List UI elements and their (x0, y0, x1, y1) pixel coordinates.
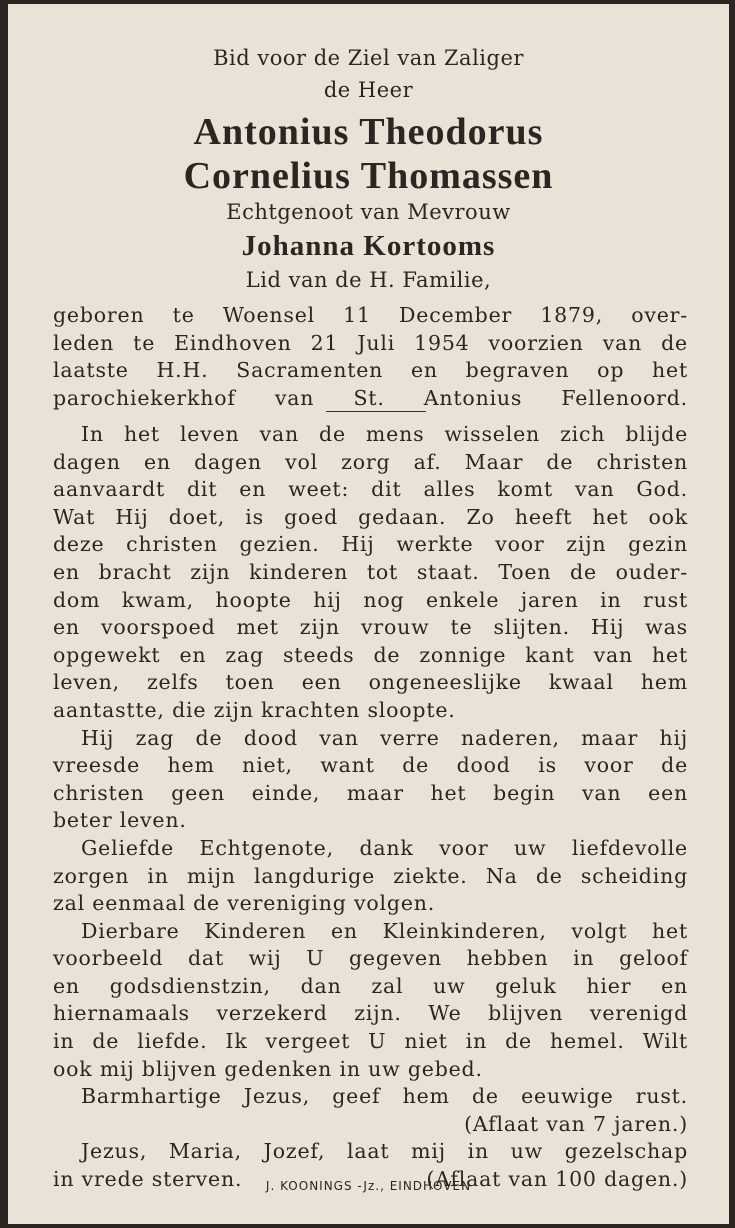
text-line: Dierbare Kinderen en Kleinkinderen, volgt het (81, 918, 688, 943)
bio-line: parochiekerkhof van St. Antonius Fellenoord. (53, 385, 688, 410)
text-line: dom kwam, hoopte hij nog enkele jaren in rust (53, 587, 688, 612)
text-line: In het leven van de mens wisselen zich blijde (81, 422, 688, 446)
text-line: dagen en dagen vol zorg af. Maar de christen (53, 449, 688, 474)
text-line: Hij zag de dood van verre naderen, maar hij (81, 725, 688, 750)
biography (53, 302, 688, 412)
text-line: en voorspoed met zijn vrouw te slijten. Hij was (53, 615, 688, 640)
prayer-request-line: Bid voor de Ziel van Zaliger (213, 46, 524, 70)
text-line: voorbeeld dat wij U gegeven hebben in geloof (53, 946, 688, 971)
bio-line: leden te Eindhoven 21 Juli 1954 voorzien van de (53, 330, 688, 355)
deceased-name-line2: Cornelius Thomassen (183, 155, 554, 197)
meditation-text (53, 421, 688, 1194)
prayer-line: in vrede sterven. (53, 1167, 243, 1192)
text-line: Geliefde Echtgenote, dank voor uw liefdevolle (81, 835, 688, 860)
text-line: en bracht zijn kinderen tot staat. Toen de ouder- (53, 559, 688, 584)
text-line: vreesde hem niet, want de dood is voor de (53, 753, 688, 778)
spouse-name: Johanna Kortooms (241, 230, 496, 262)
prayer-line: Jezus, Maria, Jozef, laat mij in uw gezelschap (81, 1139, 688, 1164)
text-line: Wat Hij doet, is goed gedaan. Zo heeft het ook (53, 504, 688, 529)
bio-line: geboren te Woensel 11 December 1879, over- (53, 303, 688, 327)
indulgence-note: (Aflaat van 100 dagen.) (426, 1167, 688, 1192)
indulgence-note: (Aflaat van 7 jaren.) (464, 1111, 688, 1136)
memorial-card (8, 4, 729, 1224)
text-line: ook mij blijven gedenken in uw gebed. (53, 1056, 483, 1081)
text-line: zal eenmaal de vereniging volgen. (53, 891, 436, 916)
deceased-name-line1: Antonius Theodorus (193, 111, 544, 153)
bio-line: laatste H.H. Sacramenten en begraven op het (53, 358, 688, 383)
title-line: de Heer (323, 78, 414, 102)
text-line: aanvaardt dit en weet: dit alles komt van God. (53, 477, 688, 502)
prayer-line: Barmhartige Jezus, geef hem de eeuwige rust. (81, 1084, 688, 1109)
text-line: christen geen einde, maar het begin van een (53, 780, 688, 805)
spouse-intro: Echtgenoot van Mevrouw (226, 200, 511, 224)
text-line: deze christen gezien. Hij werkte voor zijn gezin (53, 532, 688, 557)
text-line: beter leven. (53, 808, 187, 833)
text-line: hiernamaals verzekerd zijn. We blijven verenigd (53, 1001, 688, 1026)
divider (326, 411, 426, 412)
text-line: opgewekt en zag steeds de zonnige kant van het (53, 642, 688, 667)
text-line: in de liefde. Ik vergeet U niet in de hemel. Wilt (53, 1029, 688, 1054)
text-line: en godsdienstzin, dan zal uw geluk hier en (53, 973, 688, 998)
text-line: leven, zelfs toen een ongeneeslijke kwaal hem (53, 670, 688, 695)
text-line: aantastte, die zijn krachten sloopte. (53, 697, 456, 722)
membership-line: Lid van de H. Familie, (245, 268, 492, 292)
text-line: zorgen in mijn langdurige ziekte. Na de scheiding (53, 863, 688, 888)
printer-credit: J. KOONINGS -Jz., EINDHOVEN (265, 1179, 472, 1193)
